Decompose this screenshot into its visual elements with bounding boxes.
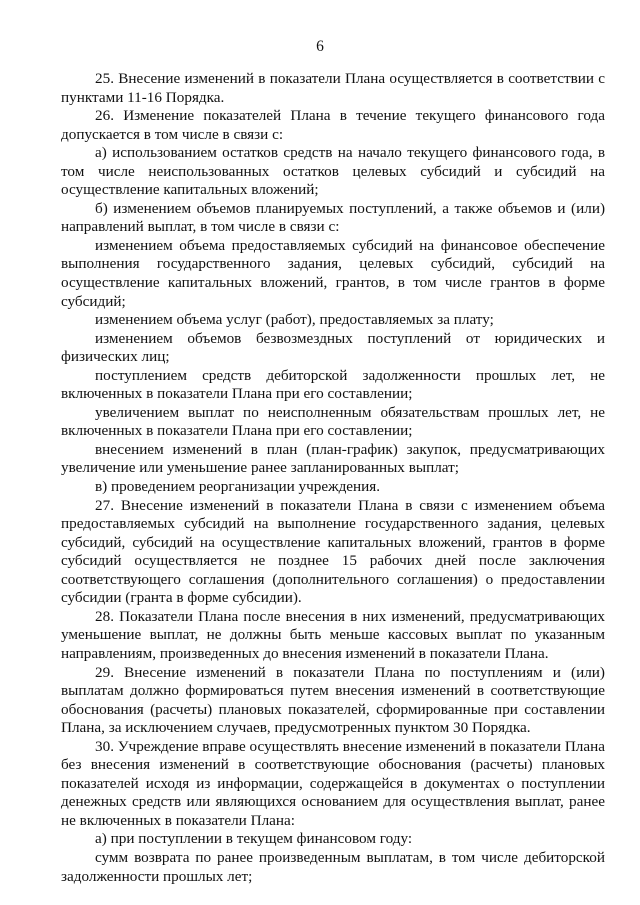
page-number: 6 (316, 38, 324, 55)
paragraph-28: 28. Показатели Плана после внесения в них изменений, предусматривающих уменьшение выплат, не должны быть меньше кассовых выплат по указанным направлениям, произведенных до внесения изменений в показатели Плана. (61, 607, 605, 662)
paragraph-29: 29. Внесение изменений в показатели Плана по поступлениям и (или) выплатам должно формироваться путем внесения изменений в соответствующие обоснования (расчеты) плановых показателей, сформированные при составлении Плана, за исключением случаев, предусмотренных пунктом 30 Порядка. (61, 663, 605, 737)
paragraph-30-a: а) при поступлении в текущем финансовом году: (95, 830, 413, 848)
paragraph-26-a: а) использованием остатков средств на начало текущего финансового года, в том числе неиспользованных остатков целевых субсидий и субсидий на осуществление капитальных вложений; (61, 144, 605, 199)
list-item-gratuitous-receipts: изменением объемов безвозмездных поступлений от юридических и физических лиц; (61, 329, 605, 366)
list-item-paid-services: изменением объема услуг (работ), предоставляемых за плату; (95, 311, 494, 329)
list-item-refunds: сумм возврата по ранее произведенным выплатам, в том числе дебиторской задолженности прошлых лет; (61, 848, 605, 885)
paragraph-26: 26. Изменение показателей Плана в течение текущего финансового года допускается в том числе в связи с: (61, 107, 605, 143)
list-item-unfulfilled-obligations: увеличением выплат по неисполненным обязательствам прошлых лет, не включенных в показатели Плана при его составлении; (61, 403, 605, 440)
paragraph-26-v: в) проведением реорганизации учреждения. (95, 478, 381, 496)
document-body (61, 70, 605, 886)
list-item-receivables: поступлением средств дебиторской задолженности прошлых лет, не включенных в показатели Плана при его составлении; (61, 366, 605, 403)
list-item-procurement-plan: внесением изменений в план (план-график) закупок, предусматривающих увеличение или уменьшение ранее запланированных выплат; (61, 440, 605, 477)
paragraph-30: 30. Учреждение вправе осуществлять внесение изменений в показатели Плана без внесения изменений в соответствующие обоснования (расчеты) плановых показателей исходя из информации, содержащейся в документах о поступлении денежных средств или являющихся основанием для осуществления выплат, ранее не включенных в показатели Плана: (61, 737, 605, 829)
list-item-subsidies: изменением объема предоставляемых субсидий на финансовое обеспечение выполнения государственного задания, целевых субсидий, субсидий на осуществление капитальных вложений, грантов, в том числе грантов в форме субсидий; (61, 236, 605, 310)
paragraph-25: 25. Внесение изменений в показатели Плана осуществляется в соответствии с пунктами 11-16 Порядка. (61, 70, 605, 106)
paragraph-26-b: б) изменением объемов планируемых поступлений, а также объемов и (или) направлений выплат, в том числе в связи с: (61, 199, 605, 236)
paragraph-27: 27. Внесение изменений в показатели Плана в связи с изменением объема предоставляемых субсидий на выполнение государственного задания, целевых субсидий, субсидий на осуществление капитальных вложений, грантов в форме субсидий осуществляется не позднее 15 рабочих дней после заключения соответствующего соглашения (дополнительного соглашения) о предоставлении субсидии (гранта в форме субсидии). (61, 496, 605, 607)
